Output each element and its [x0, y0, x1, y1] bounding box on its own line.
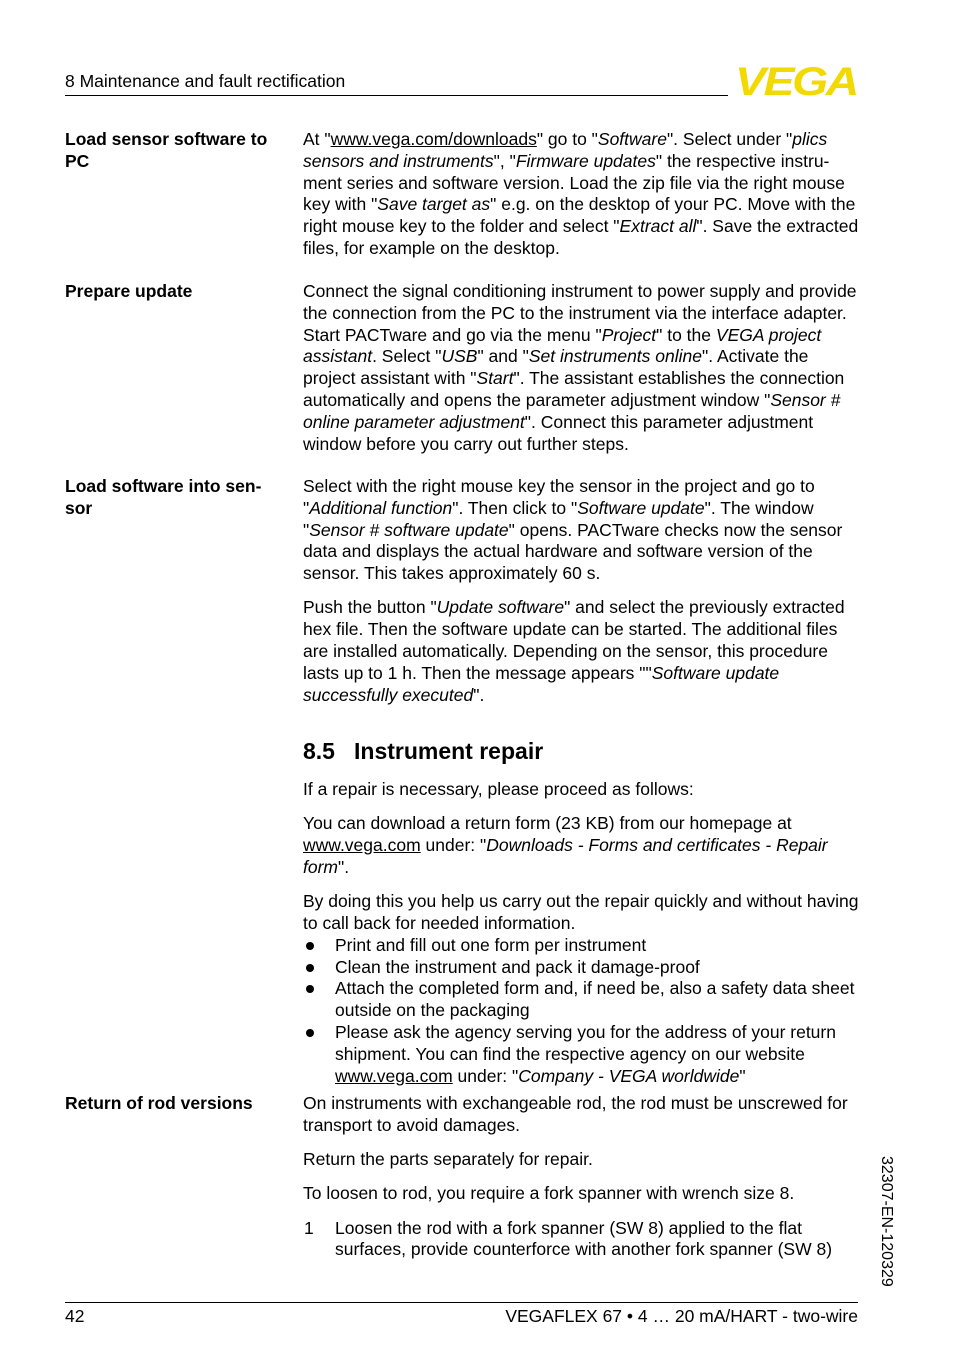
- repair-bullet-list: [303, 935, 859, 1088]
- vega-logo-text: VEGA: [735, 62, 857, 98]
- list-item: Print and fill out one form per instrument: [303, 935, 859, 957]
- section-heading-instrument-repair: [303, 738, 543, 765]
- step-number: 1: [304, 1217, 314, 1238]
- list-item: Clean the instrument and pack it damage-proof: [303, 957, 859, 979]
- bullet-dot: [306, 942, 314, 950]
- repair-intro: If a repair is necessary, please proceed as follows:: [303, 779, 694, 799]
- rod-paragraph-2: Return the parts separately for repair.: [303, 1149, 593, 1170]
- label-load-sensor: Load software into sen-sor: [65, 476, 262, 518]
- vega-logo: [734, 62, 858, 98]
- label-return-rod: Return of rod versions: [65, 1093, 253, 1113]
- load-pc-paragraph: At "www.vega.com/downloads" go to "Software". Select under "plics sensors and instruments", "Firmware updates" the respective instru-ment series and software version. Load the zip file via the right mouse key with "Save target as" e.g. on the desktop of your PC. Move with the right mouse key to the folder and select "Extract all". Save the extracted files, for example on the desktop.: [303, 129, 859, 258]
- section-load-sensor: [303, 476, 859, 706]
- label-load-pc: Load sensor software to PC: [65, 129, 268, 171]
- vega-link[interactable]: www.vega.com: [303, 835, 421, 856]
- repair-benefit: By doing this you help us carry out the repair quickly and without having to call back for needed information.: [303, 891, 859, 933]
- label-prepare-update: Prepare update: [65, 281, 193, 301]
- section-number: 8.5: [303, 738, 335, 764]
- document-id: [877, 1156, 899, 1306]
- footer-product: VEGAFLEX 67 • 4 … 20 mA/HART - two-wire: [505, 1306, 858, 1326]
- step-text: Loosen the rod with a fork spanner (SW 8) applied to the flat surfaces, provide counterforce with another fork spanner (SW 8): [335, 1217, 833, 1260]
- section-prepare-update: [303, 281, 859, 455]
- page-number: 42: [65, 1306, 85, 1326]
- section-repair: [303, 779, 859, 1087]
- load-sensor-paragraph-1: Select with the right mouse key the sensor in the project and go to "Additional function". Then click to "Software update". The window "Sensor # software update" opens. PACTware checks now the sensor data and displays the actual hardware and software version of the sensor. This takes approximately 60 s.: [303, 476, 843, 584]
- rod-paragraph-3: To loosen to rod, you require a fork spanner with wrench size 8.: [303, 1183, 795, 1204]
- list-item: [303, 1218, 859, 1262]
- list-item: Please ask the agency serving you for the address of your return shipment. You can find the respective agency on our website www.vega.com under: "Company - VEGA worldwide": [303, 1022, 859, 1087]
- rod-paragraph-1: On instruments with exchangeable rod, the rod must be unscrewed for transport to avoid damages.: [303, 1093, 848, 1135]
- vega-link[interactable]: www.vega.com: [335, 1065, 453, 1086]
- header-rule: [65, 95, 728, 96]
- bullet-dot: [306, 964, 314, 972]
- section-load-pc: [303, 129, 859, 260]
- running-header: 8 Maintenance and fault rectification: [65, 71, 346, 91]
- rod-steps: [303, 1218, 859, 1262]
- bullet-dot: [306, 1029, 314, 1037]
- section-title: Instrument repair: [354, 738, 544, 764]
- document-id-text: 32307-EN-120329: [878, 1156, 895, 1287]
- load-sensor-paragraph-2: Push the button "Update software" and select the previously extracted hex file. Then the software update can be started. The additional files are installed automatically. Depending on the sensor, this procedure lasts up to 1 h. Then the message appears ""Software update successfully executed".: [303, 597, 845, 705]
- footer-rule: [65, 1302, 858, 1303]
- downloads-link[interactable]: www.vega.com/downloads: [330, 129, 537, 149]
- bullet-dot: [306, 985, 314, 993]
- list-item: Attach the completed form and, if need be, also a safety data sheet outside on the packaging: [303, 978, 859, 1022]
- section-return-rod: [303, 1093, 859, 1261]
- repair-download: You can download a return form (23 KB) from our homepage at www.vega.com under: "Downloads - Forms and certificates - Repair form".: [303, 813, 828, 877]
- prepare-paragraph: Connect the signal conditioning instrument to power supply and provide the connection from the PC to the instrument via the interface adapter. Start PACTware and go via the menu "Project" to the VEGA project assistant. Select "USB" and "Set instruments online". Activate the project assistant with "Start". The assistant establishes the connection automatically and opens the parameter adjustment window "Sensor # online parameter adjustment". Connect this parameter adjustment window before you carry out further steps.: [303, 281, 857, 454]
